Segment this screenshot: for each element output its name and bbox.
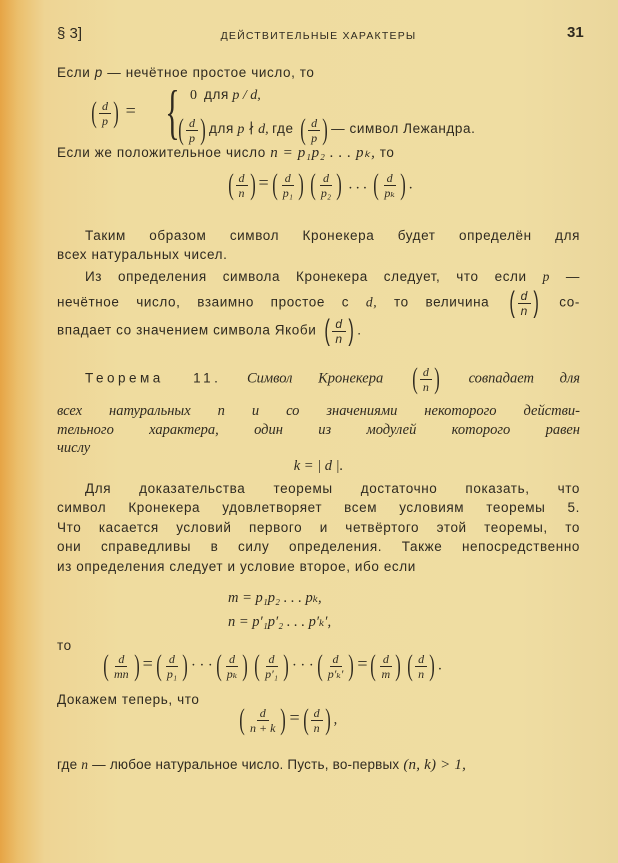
fraction: ( d n )	[227, 168, 256, 201]
fraction: ( d n )	[509, 286, 540, 319]
fraction: ( d p₁ )	[156, 649, 188, 682]
page-number: 31	[567, 24, 584, 41]
equals: =	[125, 100, 136, 121]
paragraph-6: Докажем теперь, что	[57, 692, 200, 707]
fraction: ( d p )	[178, 113, 206, 146]
periodicity-formula: ( d n + k ) = ( d n ) ,	[236, 705, 337, 735]
fraction: ( d mn )	[103, 649, 140, 682]
paragraph-5-line-5: из определения следует и условие второе, ибо если	[57, 559, 416, 574]
paragraph-1	[57, 63, 580, 83]
case-1: 0 для p / d,	[190, 87, 261, 103]
paragraph-5-line-4: они справедливы в силу определения. Также непосредственно	[57, 539, 580, 554]
paragraph-3-line-2: всех натуральных чисел.	[57, 247, 228, 262]
paragraph-4-line-3: впадает со значением символа Якоби ( d n ) .	[57, 314, 362, 347]
fraction: ( d n )	[412, 362, 440, 395]
multiplicativity-formula: ( d mn ) = ( d p₁ ) · · · ( d pₖ ) ( d p′₁ ) · · · ( d p′ₖ′ ) = ( d m ) ( d n ) .	[100, 651, 442, 681]
text: — нечётное простое число, то	[107, 65, 315, 80]
paragraph-3-line-1: Таким образом символ Кронекера будет определён для	[85, 228, 580, 243]
paragraph-5-line-1: Для доказательства теоремы достаточно показать, что	[85, 481, 580, 496]
text-to: то	[57, 638, 72, 653]
paragraph-7: где n — любое натуральное число. Пусть, во-первых (n, k) > 1,	[57, 757, 467, 773]
theorem-11-line-1: Теорема 11. Символ Кронекера ( d n ) совпадает для	[85, 362, 581, 395]
paragraph-5-line-3: Что касается условий первого и четвёртого этой теоремы, то	[57, 520, 580, 535]
chapter-title: ДЕЙСТВИТЕЛЬНЫЕ ХАРАКТЕРЫ	[220, 30, 417, 42]
cases-formula	[88, 98, 136, 128]
m-definition: m = p₁p₂ . . . pₖ,	[228, 590, 322, 606]
math-var: p	[94, 65, 103, 80]
product-formula: ( d n ) = ( d p₁ ) ( d p₂ ) . . . ( d pₖ ) .	[57, 170, 580, 200]
case-2: ( d p ) для p ∤ d, где ( d p ) — символ Лежандра.	[175, 115, 475, 145]
section-number: § 3]	[57, 25, 83, 42]
fraction: ( d m )	[370, 649, 401, 682]
text: Если	[57, 65, 91, 80]
n-definition: n = p′₁p′₂ . . . p′ₖ′,	[228, 614, 332, 630]
fraction: ( d n )	[407, 649, 435, 682]
fraction: ( d p′ₖ′ )	[316, 649, 355, 682]
paragraph-4-line-1: Из определения символа Кронекера следует, что если p —	[85, 269, 580, 284]
fraction: ( d p′₁ )	[254, 649, 289, 682]
theorem-formula: k = | d |.	[293, 458, 344, 474]
fraction: ( d p₁ )	[271, 168, 304, 201]
fraction: ( d p )	[91, 96, 119, 129]
fraction: ( d n + k )	[239, 703, 287, 736]
paragraph-5-line-2: символ Кронекера удовлетворяет всем условиям теоремы 5.	[57, 500, 580, 515]
fraction: ( d n )	[302, 703, 331, 736]
theorem-11-line-2: всех натуральных n и со значениями некоторого действи-	[57, 403, 580, 419]
fraction: ( d p )	[300, 113, 328, 146]
fraction: ( d p₂ )	[310, 168, 342, 201]
fraction: ( d pₖ )	[216, 649, 248, 682]
theorem-label: Теорема 11.	[85, 370, 222, 386]
paragraph-4-line-2: нечётное число, взаимно простое с d, то величина ( d n ) со-	[57, 286, 581, 319]
fraction: ( d pₖ )	[373, 168, 406, 201]
paragraph-2: Если же положительное число n = p₁p₂ . . . pₖ, то	[57, 145, 395, 161]
theorem-11-line-4: числу	[57, 440, 91, 456]
left-brace: {	[165, 79, 180, 145]
theorem-11-line-3: тельного характера, один из модулей которого равен	[57, 422, 580, 438]
fraction: ( d n )	[324, 314, 354, 347]
